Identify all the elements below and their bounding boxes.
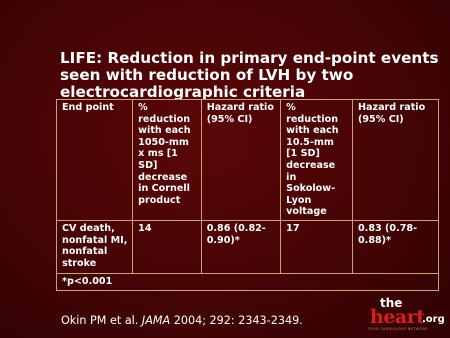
- header-cornell-hazard-ratio: Hazard ratio (95% CI): [201, 100, 280, 221]
- table-footnote-row: [57, 273, 439, 290]
- header-sokolow-reduction: % reduction with each 10.5-mm [1 SD] decrease in Sokolow-Lyon voltage: [281, 100, 353, 221]
- cell-sokolow-reduction: 17: [281, 220, 353, 273]
- table-row: [57, 220, 439, 273]
- citation: [61, 314, 303, 327]
- logo-the: the: [380, 296, 403, 310]
- header-end-point: End point: [57, 100, 133, 221]
- results-table-container: [56, 99, 439, 291]
- slide-title: LIFE: Reduction in primary end-point events seen with reduction of LVH by two electrocardiographic criteria: [60, 49, 439, 101]
- logo-heart: heart: [370, 306, 425, 328]
- cell-end-point: CV death, nonfatal MI, nonfatal stroke: [57, 220, 133, 273]
- logo-org: .org: [422, 314, 445, 325]
- citation-journal: JAMA: [141, 314, 171, 327]
- results-table: [56, 99, 439, 291]
- citation-details: 2004; 292: 2343-2349.: [170, 314, 303, 327]
- theheart-org-logo: [368, 296, 444, 334]
- logo-tagline: YOUR CARDIOLOGY NETWORK: [368, 327, 428, 331]
- header-cornell-reduction: % reduction with each 1050-mm x ms [1 SD] decrease in Cornell product: [133, 100, 202, 221]
- cell-sokolow-hazard-ratio: 0.83 (0.78-0.88)*: [353, 220, 439, 273]
- header-sokolow-hazard-ratio: Hazard ratio (95% CI): [353, 100, 439, 221]
- cell-cornell-hazard-ratio: 0.86 (0.82-0.90)*: [201, 220, 280, 273]
- table-header-row: [57, 100, 439, 221]
- cell-cornell-reduction: 14: [133, 220, 202, 273]
- citation-authors: Okin PM et al.: [61, 314, 142, 327]
- table-footnote: *p<0.001: [57, 273, 439, 290]
